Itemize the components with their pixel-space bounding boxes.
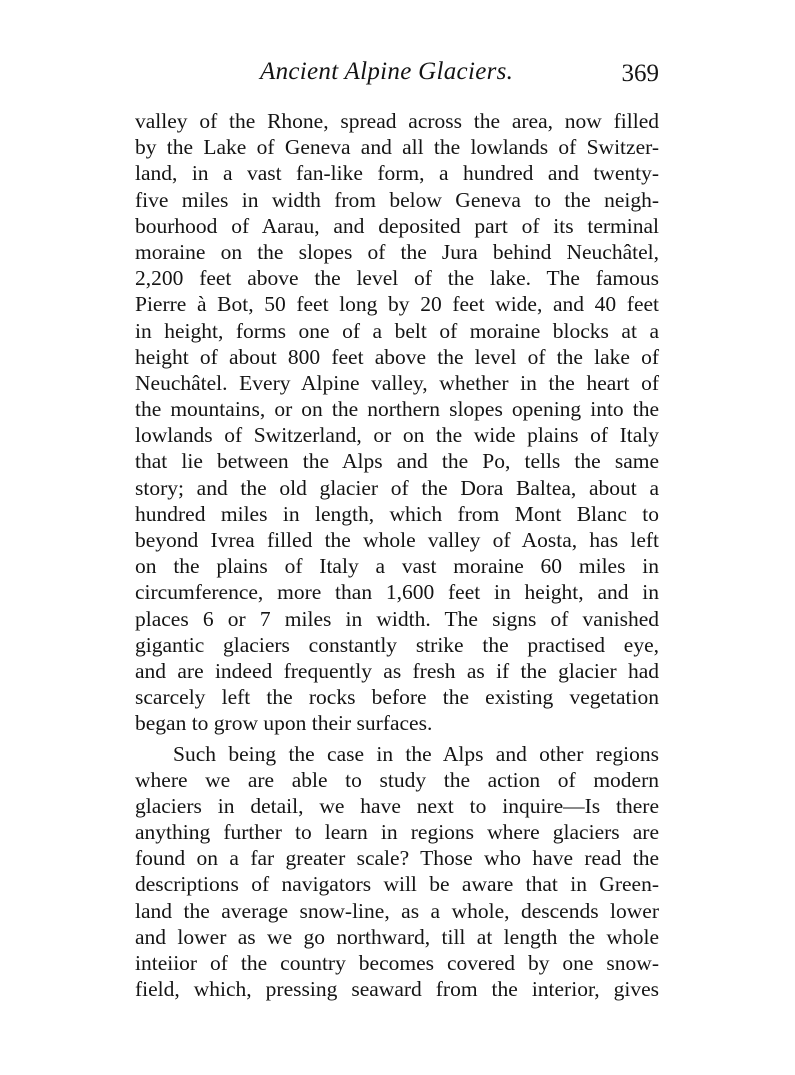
text-line: valley of the Rhone, spread across the area, now filled (135, 109, 659, 133)
text-line: by the Lake of Geneva and all the lowlands of Switzer- (135, 135, 659, 160)
text-line: Such being the case in the Alps and other regions (173, 741, 659, 766)
text-line: Neuchâtel. Every Alpine valley, whether in the heart of (135, 370, 659, 395)
text-line: gigantic glaciers constantly strike the practised eye, (135, 632, 659, 657)
text-line: that lie between the Alps and the Po, tells the same (135, 449, 659, 474)
text-line: where we are able to study the action of modern (135, 767, 659, 792)
page-number: 369 (621, 60, 659, 87)
text-line: inteiior of the country becomes covered by one snow- (135, 951, 659, 975)
text-line: glaciers in detail, we have next to inquire—Is there (135, 793, 659, 818)
text-line: the mountains, or on the northern slopes opening into the (135, 397, 659, 422)
text-line: bourhood of Aarau, and deposited part of its terminal (135, 213, 659, 238)
text-line: Pierre à Bot, 50 feet long by 20 feet wide, and 40 feet (135, 292, 659, 317)
running-head (135, 58, 659, 98)
text-line: height of about 800 feet above the level of the lake of (135, 344, 659, 369)
text-line: moraine on the slopes of the Jura behind Neuchâtel, (135, 239, 659, 264)
text-line: on the plains of Italy a vast moraine 60 miles in (135, 554, 659, 579)
text-line: circumference, more than 1,600 feet in height, and in (135, 580, 659, 605)
text-line: land, in a vast fan-like form, a hundred and twenty- (135, 161, 659, 186)
text-line: hundred miles in length, which from Mont Blanc to (135, 501, 659, 526)
paragraph-2 (135, 741, 659, 1003)
text-line: found on a far greater scale? Those who have read the (135, 846, 659, 871)
text-line: in height, forms one of a belt of moraine blocks at a (135, 318, 659, 343)
text-line: field, which, pressing seaward from the interior, gives (135, 977, 659, 1002)
text-line: anything further to learn in regions where glaciers are (135, 820, 659, 845)
paragraph-1 (135, 108, 659, 737)
text-line: and lower as we go northward, till at length the whole (135, 924, 659, 949)
text-line: five miles in width from below Geneva to the neigh- (135, 187, 659, 212)
text-line: began to grow upon their surfaces. (135, 711, 433, 736)
text-line: story; and the old glacier of the Dora Baltea, about a (135, 475, 659, 500)
body-text (135, 108, 659, 1002)
text-line: 2,200 feet above the level of the lake. The famous (135, 266, 659, 291)
running-title: Ancient Alpine Glaciers. (260, 58, 514, 85)
text-line: and are indeed frequently as fresh as if the glacier had (135, 658, 659, 683)
text-line: scarcely left the rocks before the existing vegetation (135, 685, 659, 710)
text-line: land the average snow-line, as a whole, descends lower (135, 898, 659, 923)
text-line: descriptions of navigators will be aware that in Green- (135, 872, 659, 897)
text-line: beyond Ivrea filled the whole valley of Aosta, has left (135, 528, 659, 552)
text-line: places 6 or 7 miles in width. The signs of vanished (135, 606, 659, 631)
text-line: lowlands of Switzerland, or on the wide plains of Italy (135, 423, 659, 448)
